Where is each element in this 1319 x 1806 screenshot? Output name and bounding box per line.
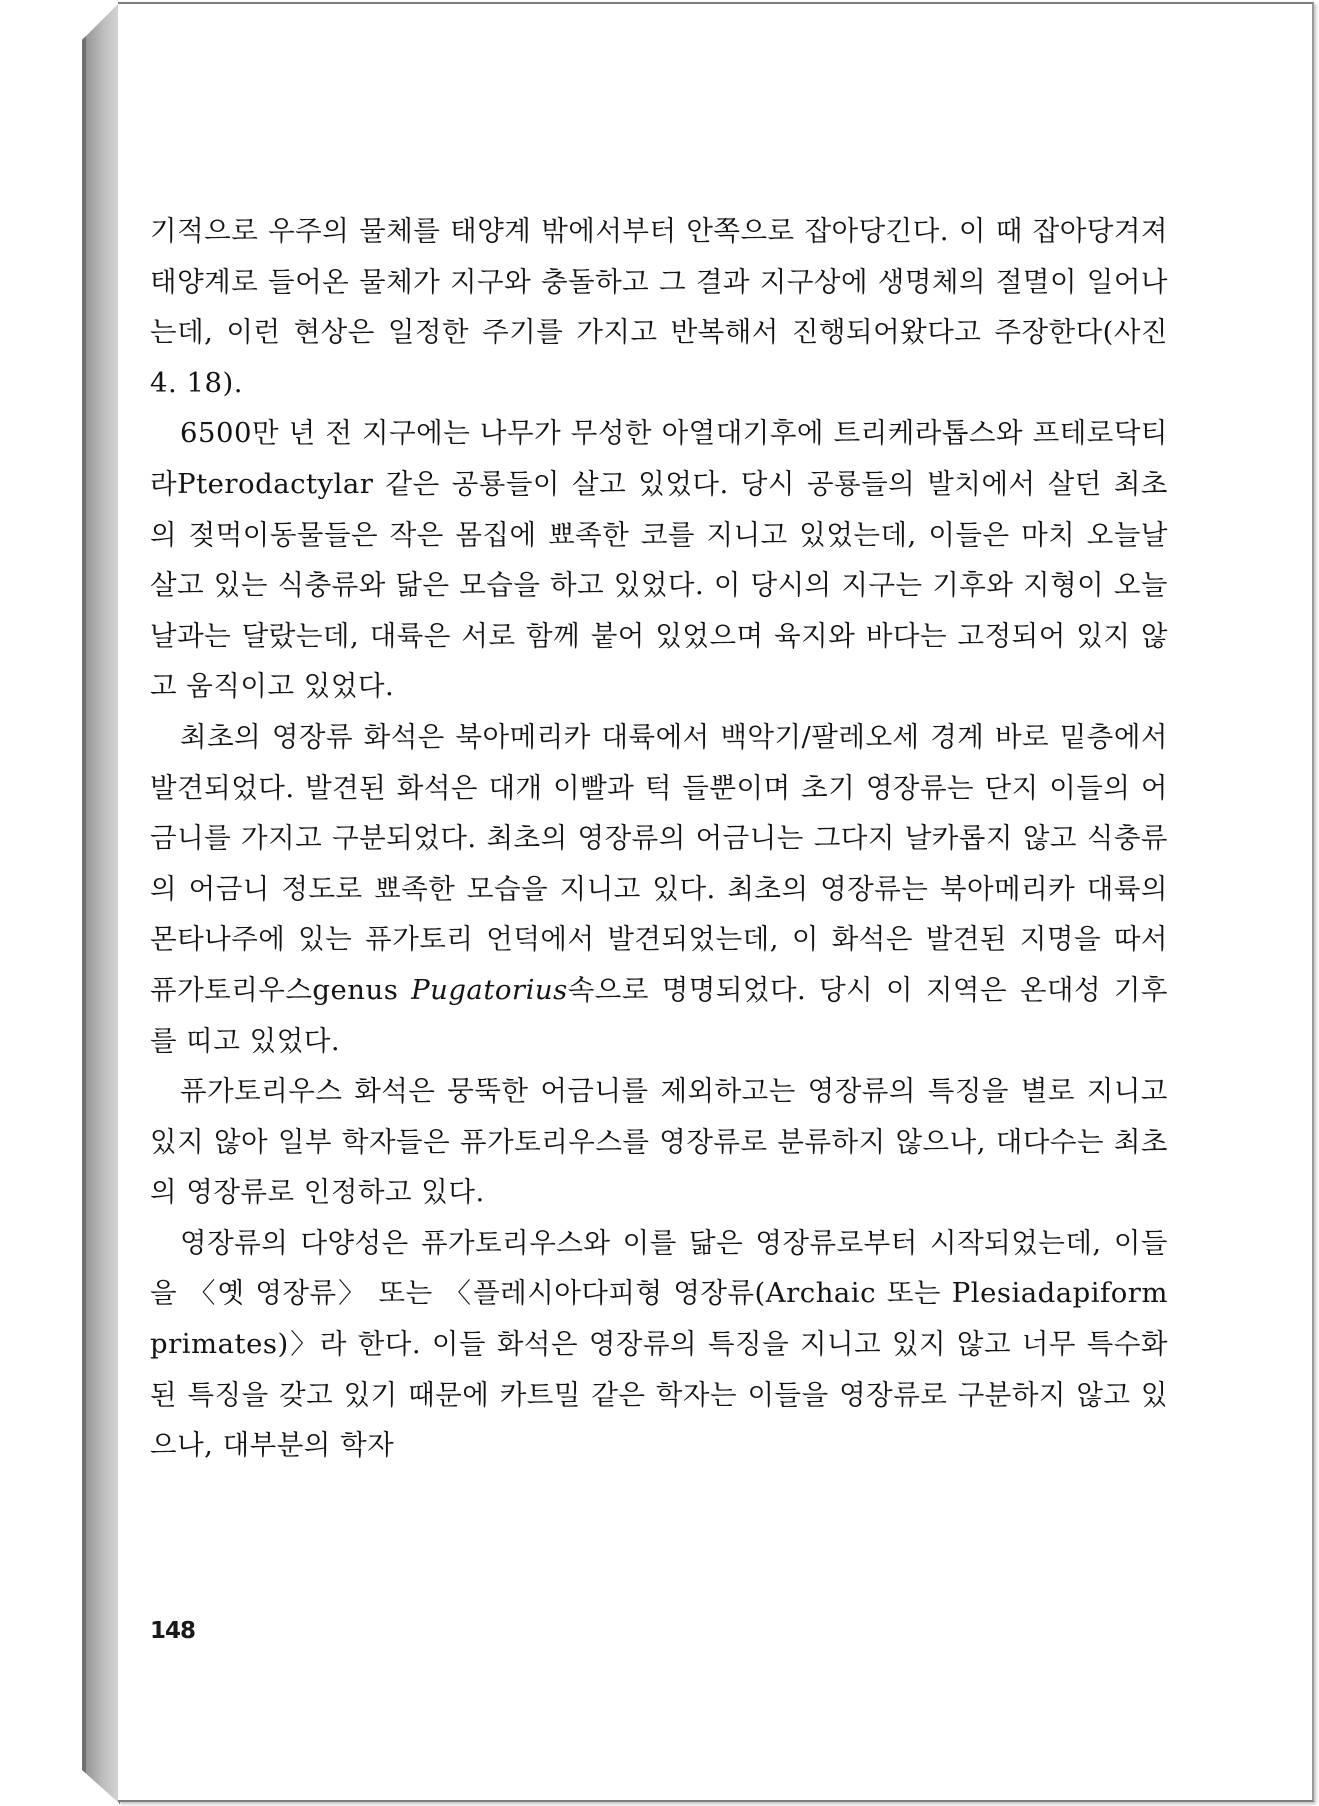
- paragraph-2: 6500만 년 전 지구에는 나무가 무성한 아열대기후에 트리케라톱스와 프테로닥티라Pterodactylar 같은 공룡들이 살고 있었다. 당시 공룡들의 발치에서 살던 최초의 젖먹이동물들은 작은 몸집에 뾰족한 코를 지니고 있었는데, 이들은 마치 오늘날 살고 있는 식충류와 닮은 모습을 하고 있었다. 이 당시의 지구는 기후와 지형이 오늘날과는 달랐는데, 대륙은 서로 함께 붙어 있었으며 육지와 바다는 고정되어 있지 않고 움직이고 있었다.: [150, 417, 1168, 703]
- book-spine-edge: [0, 0, 120, 1806]
- paragraph-4: 퓨가토리우스 화석은 뭉뚝한 어금니를 제외하고는 영장류의 특징을 별로 지니고 있지 않아 일부 학자들은 퓨가토리우스를 영장류로 분류하지 않으나, 대다수는 최초의 영장류로 인정하고 있다.: [150, 1075, 1168, 1209]
- paragraph-3-text-after: 속으로 명명되었다. 당시 이 지역은 온대성 기후를 띠고 있었다.: [150, 973, 1168, 1057]
- page-number: 148: [150, 1618, 196, 1644]
- paragraph-3-text-before: 최초의 영장류 화석은 북아메리카 대륙에서 백악기/팔레오세 경계 바로 밑층에서 발견되었다. 발견된 화석은 대개 이빨과 턱 들뿐이며 초기 영장류는 단지 이들의 어금니를 가지고 구분되었다. 최초의 영장류의 어금니는 그다지 날카롭지 않고 식충류의 어금니 정도로 뾰족한 모습을 지니고 있다. 최초의 영장류는 북아메리카 대륙의 몬타나주에 있는 퓨가토리 언덕에서 발견되었는데, 이 화석은 발견된 지명을 따서 퓨가토리우스genus: [150, 720, 1168, 1006]
- paragraph-5: 영장류의 다양성은 퓨가토리우스와 이를 닮은 영장류로부터 시작되었는데, 이들을 〈옛 영장류〉 또는 〈플레시아다피형 영장류(Archaic 또는 Plesiadapiform primates)〉라 한다. 이들 화석은 영장류의 특징을 지니고 있지 않고 너무 특수화된 특징을 갖고 있기 때문에 카트밀 같은 학자는 이들을 영장류로 구분하지 않고 있으나, 대부분의 학자: [150, 1226, 1168, 1462]
- genus-name-italic: Pugatorius: [411, 973, 568, 1006]
- body-text: [150, 206, 1168, 1471]
- paragraph-1: 기적으로 우주의 물체를 태양계 밖에서부터 안쪽으로 잡아당긴다. 이 때 잡아당겨져 태양계로 들어온 물체가 지구와 충돌하고 그 결과 지구상에 생명체의 절멸이 일어나는데, 이런 현상은 일정한 주기를 가지고 반복해서 진행되어왔다고 주장한다(사진 4. 18).: [150, 215, 1168, 399]
- paragraph-3: [150, 712, 1168, 1066]
